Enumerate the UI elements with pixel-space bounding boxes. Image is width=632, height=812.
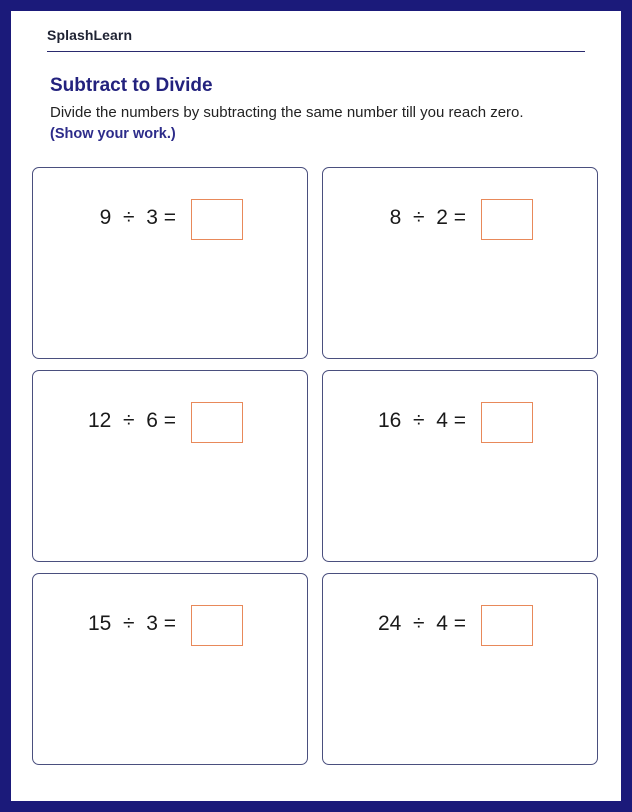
- problem-card-1: [32, 167, 308, 359]
- problem-card-3: [32, 370, 308, 562]
- brand-logo: SplashLearn: [47, 27, 133, 43]
- problem-card-4: [322, 370, 598, 562]
- answer-box[interactable]: [481, 605, 533, 646]
- answer-box[interactable]: [191, 402, 243, 443]
- answer-box[interactable]: [481, 199, 533, 240]
- problem-equation: 8 ÷ 2 =: [389, 206, 466, 229]
- problem-equation: 16 ÷ 4 =: [378, 409, 466, 432]
- header-divider: [47, 51, 585, 52]
- answer-box[interactable]: [191, 199, 243, 240]
- problem-equation: 12 ÷ 6 =: [88, 409, 176, 432]
- problem-card-2: [322, 167, 598, 359]
- answer-box[interactable]: [191, 605, 243, 646]
- problem-equation: 15 ÷ 3 =: [88, 612, 176, 635]
- worksheet-title: Subtract to Divide: [50, 75, 213, 96]
- problem-equation: 9 ÷ 3 =: [99, 206, 176, 229]
- problem-equation: 24 ÷ 4 =: [378, 612, 466, 635]
- problem-card-6: [322, 573, 598, 765]
- worksheet-note: (Show your work.): [50, 126, 176, 142]
- problem-card-5: [32, 573, 308, 765]
- answer-box[interactable]: [481, 402, 533, 443]
- worksheet-page: [11, 11, 621, 801]
- worksheet-instruction: Divide the numbers by subtracting the same number till you reach zero.: [50, 104, 524, 121]
